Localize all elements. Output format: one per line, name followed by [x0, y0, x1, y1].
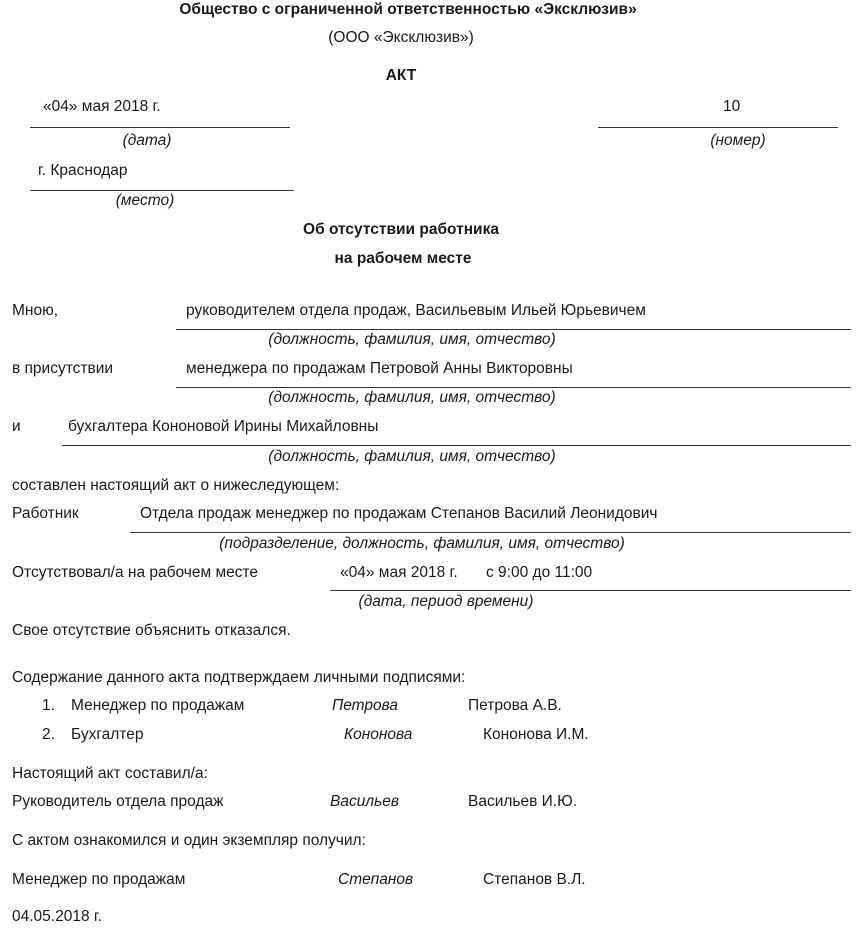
number-value: 10 [723, 98, 741, 115]
title-line-2: на рабочем месте [334, 250, 472, 267]
absent-underline [330, 590, 851, 591]
presence-underline [176, 387, 851, 388]
composer-name: Васильев И.Ю. [468, 793, 578, 810]
final-date: 04.05.2018 г. [12, 908, 102, 925]
number-caption: (номер) [710, 132, 766, 149]
confirm-text: Содержание данного акта подтверждаем личными подписями: [12, 669, 466, 686]
and-underline [62, 445, 851, 446]
employee-caption: (подразделение, должность, фамилия, имя, отчество) [219, 535, 625, 552]
witness-2-signature: Кононова [344, 726, 413, 743]
absent-time: с 9:00 до 11:00 [486, 564, 593, 581]
witness-2-name: Кононова И.М. [483, 726, 589, 743]
employee-name: Степанов В.Л. [483, 871, 586, 888]
place-value: г. Краснодар [38, 162, 128, 179]
by-underline [176, 329, 851, 330]
witness-2-role: Бухгалтер [71, 726, 144, 743]
witness-1-role: Менеджер по продажам [71, 697, 245, 714]
composed-text: Настоящий акт составил/а: [12, 765, 208, 782]
and-caption: (должность, фамилия, имя, отчество) [268, 448, 556, 465]
number-underline [598, 127, 838, 128]
place-caption: (место) [115, 192, 175, 209]
absent-caption: (дата, период времени) [358, 593, 534, 610]
by-label: Мною, [12, 302, 59, 319]
employee-role: Менеджер по продажам [12, 871, 186, 888]
document-type: АКТ [385, 67, 417, 84]
employee-signature: Степанов [338, 871, 414, 888]
composer-signature: Васильев [330, 793, 399, 810]
by-caption: (должность, фамилия, имя, отчество) [268, 331, 556, 348]
absent-date: «04» мая 2018 г. [340, 564, 458, 581]
refused-text: Свое отсутствие объяснить отказался. [12, 622, 291, 639]
presence-value: менеджера по продажам Петровой Анны Викторовны [186, 360, 573, 377]
witness-2-number: 2. [42, 726, 55, 743]
and-label: и [12, 418, 21, 435]
witness-1-number: 1. [42, 697, 55, 714]
place-underline [30, 190, 294, 191]
organization-full-name: Общество с ограниченной ответственностью «Эксклюзив» [179, 1, 637, 18]
statement-text: составлен настоящий акт о нижеследующем: [12, 477, 340, 494]
acquainted-text: С актом ознакомился и один экземпляр получил: [12, 832, 366, 849]
date-caption: (дата) [122, 132, 172, 149]
employee-underline [130, 532, 851, 533]
presence-label: в присутствии [12, 360, 114, 377]
employee-value: Отдела продаж менеджер по продажам Степанов Василий Леонидович [140, 505, 658, 522]
by-value: руководителем отдела продаж, Васильевым Ильей Юрьевичем [186, 302, 646, 319]
absent-label: Отсутствовал/а на рабочем месте [12, 564, 259, 581]
presence-caption: (должность, фамилия, имя, отчество) [268, 389, 556, 406]
organization-short-name: (ООО «Эксклюзив») [328, 29, 474, 46]
title-line-1: Об отсутствии работника [303, 221, 499, 238]
witness-1-signature: Петрова [332, 697, 399, 714]
date-underline [30, 127, 290, 128]
composer-role: Руководитель отдела продаж [12, 793, 224, 810]
employee-label: Работник [12, 505, 79, 522]
date-value: «04» мая 2018 г. [43, 98, 161, 115]
and-value: бухгалтера Кононовой Ирины Михайловны [68, 418, 379, 435]
witness-1-name: Петрова А.В. [468, 697, 562, 714]
